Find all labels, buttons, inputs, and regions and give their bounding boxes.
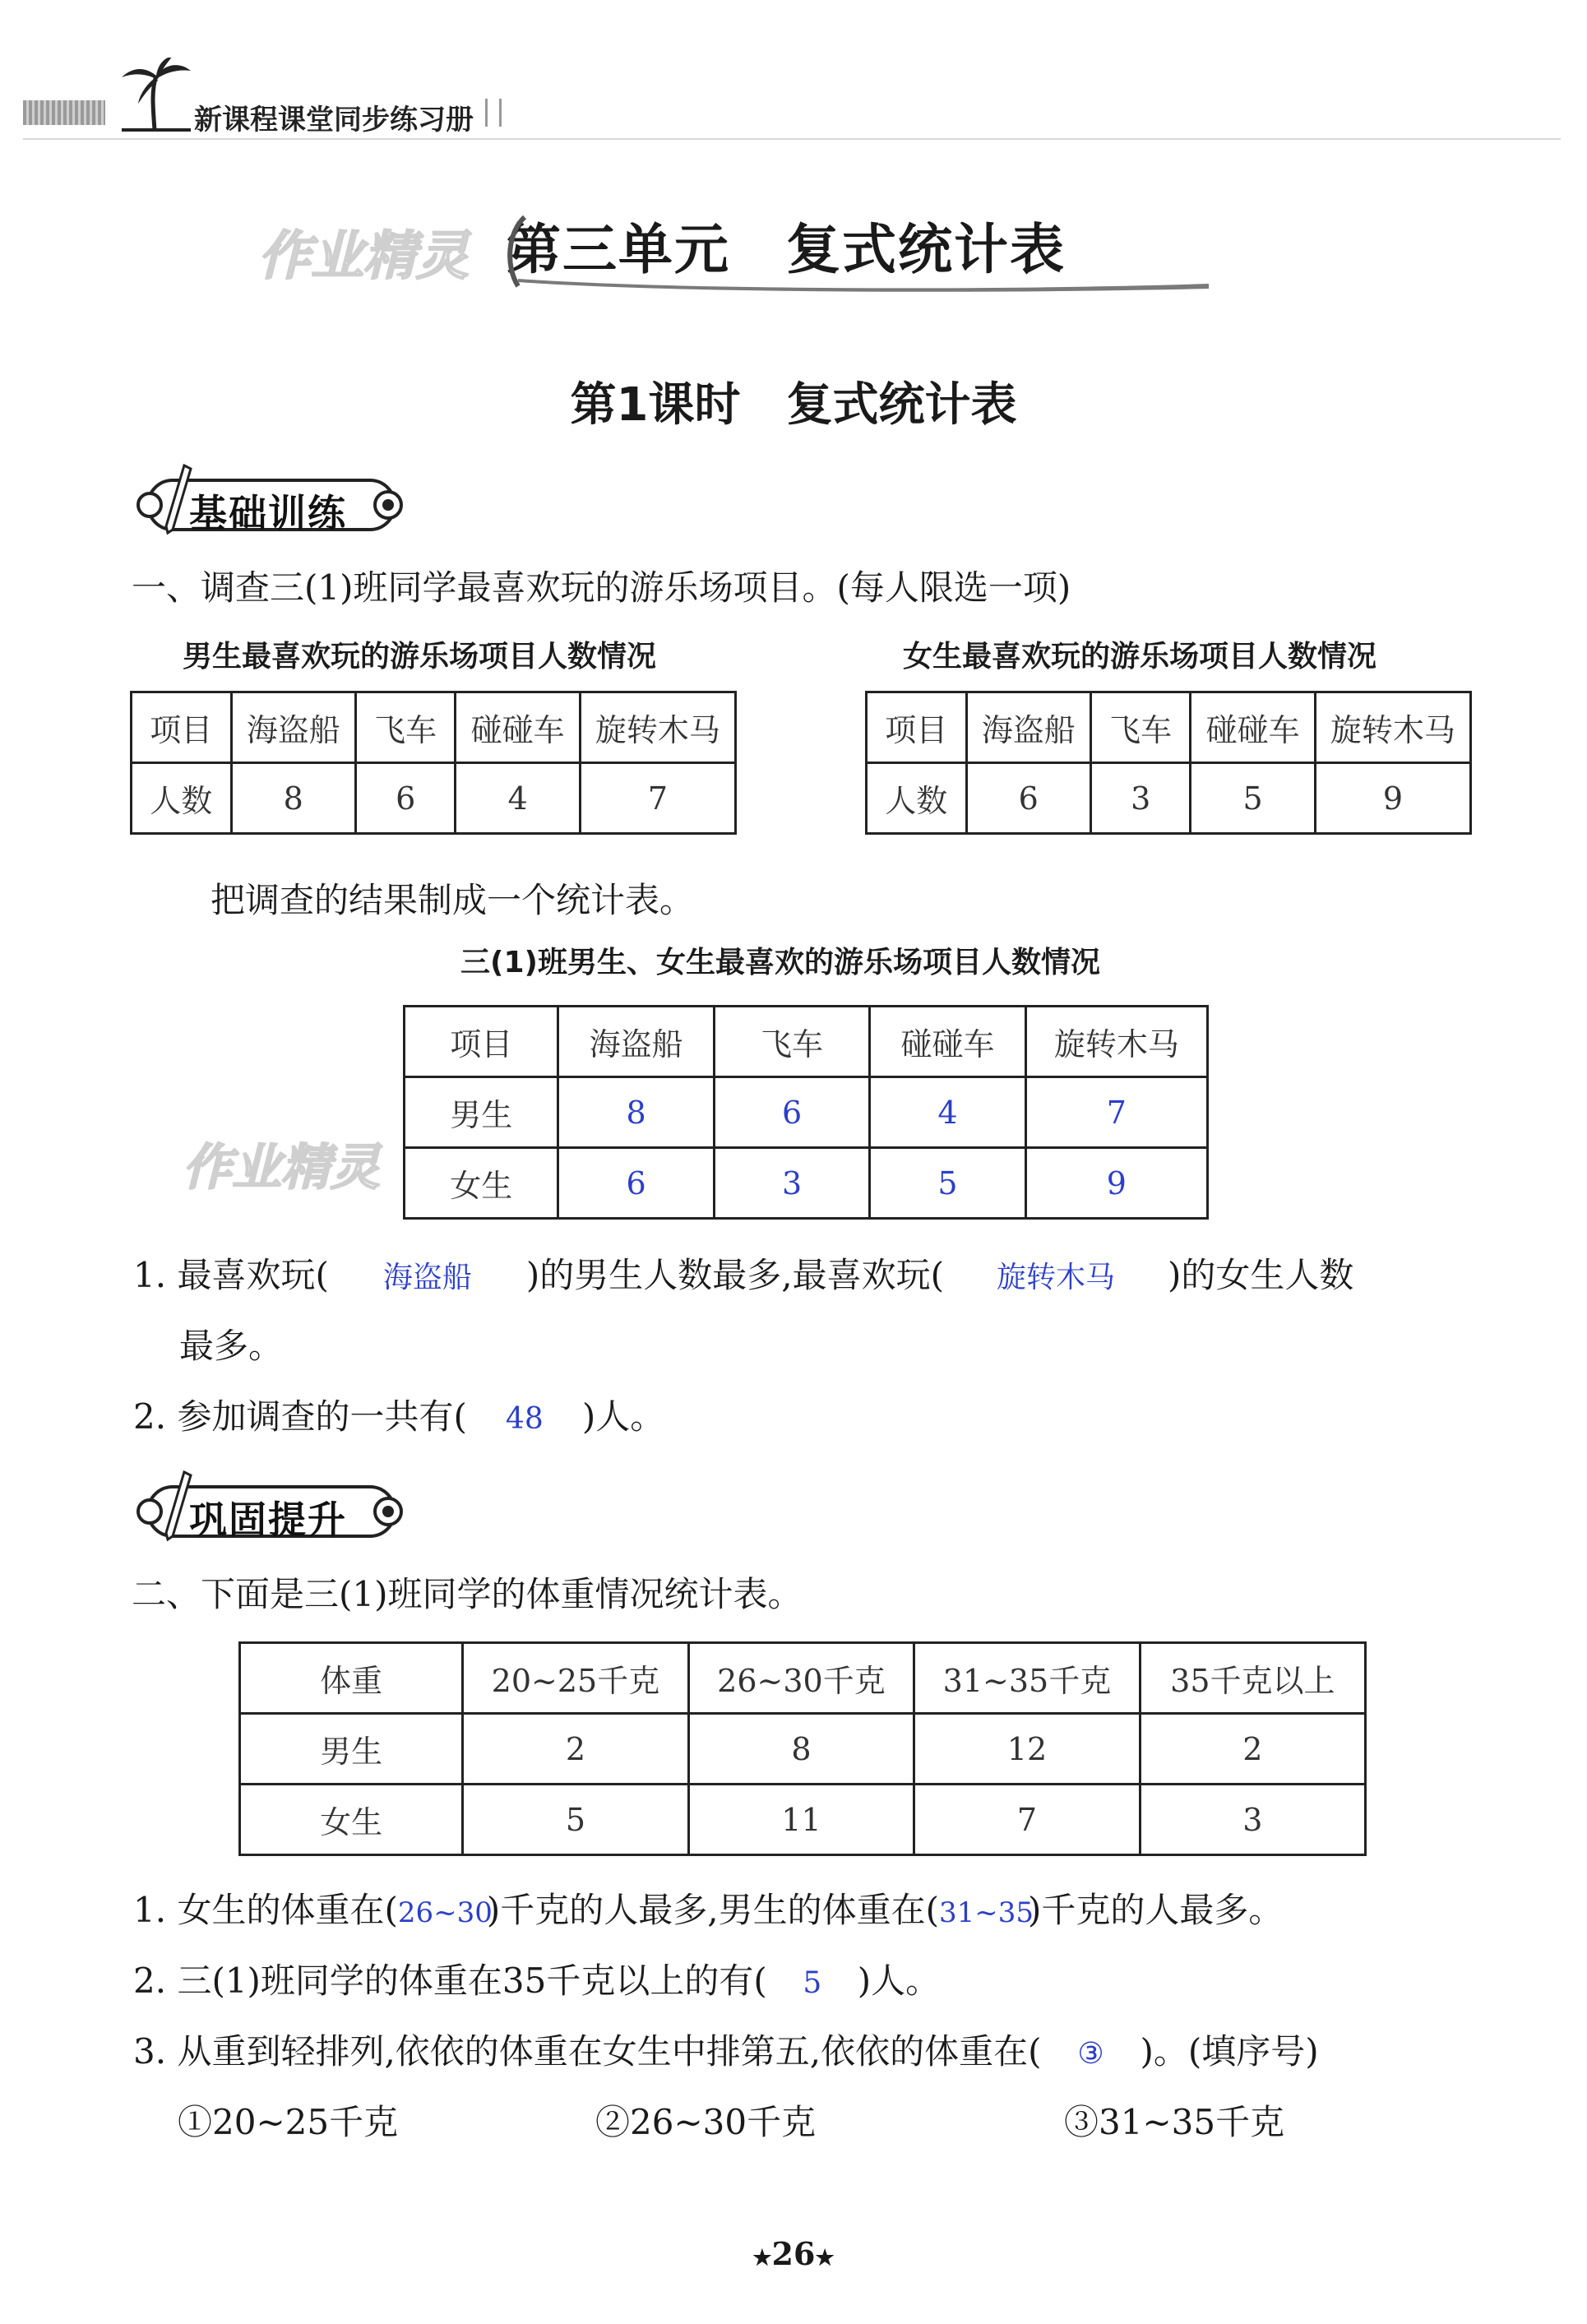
watermark: 作业精灵 bbox=[258, 226, 469, 287]
option-3: ③31~35千克 bbox=[1064, 2102, 1285, 2142]
value-cell: 5 bbox=[463, 1785, 689, 1855]
q-text: 参加调查的一共有( bbox=[177, 1396, 467, 1437]
combined-table bbox=[403, 1005, 1209, 1220]
value-cell: 7 bbox=[914, 1785, 1141, 1855]
header-divider bbox=[485, 99, 502, 127]
answer-cell: 7 bbox=[1025, 1077, 1207, 1148]
q-num: 2. bbox=[133, 1396, 167, 1437]
value-cell: 8 bbox=[688, 1714, 914, 1785]
answer-cell: 5 bbox=[870, 1148, 1025, 1219]
value-cell: 9 bbox=[1315, 763, 1470, 834]
value-cell: 11 bbox=[688, 1785, 914, 1855]
header-cell: 35千克以上 bbox=[1140, 1643, 1365, 1714]
header-cell: 碰碰车 bbox=[456, 692, 580, 763]
row-label: 男生 bbox=[405, 1077, 558, 1148]
header-cell: 海盗船 bbox=[231, 692, 355, 763]
option-2: ②26~30千克 bbox=[595, 2102, 817, 2142]
header-cell: 飞车 bbox=[714, 1007, 869, 1077]
q-num: 2. bbox=[133, 1961, 167, 2001]
tag-label: 巩固提升 bbox=[189, 1498, 347, 1542]
row-label: 女生 bbox=[405, 1148, 558, 1219]
q2-2 bbox=[133, 1954, 940, 2003]
value-cell: 6 bbox=[966, 763, 1090, 834]
star-icon: ★ bbox=[815, 2246, 835, 2271]
answer-blank[interactable]: 5 bbox=[803, 1966, 822, 2000]
answer-cell: 3 bbox=[714, 1148, 869, 1219]
page-number bbox=[0, 2235, 1587, 2272]
value-cell: 8 bbox=[231, 763, 355, 834]
q-num: 1. bbox=[133, 1255, 167, 1295]
row-label: 人数 bbox=[867, 763, 967, 834]
answer-blank[interactable]: 48 bbox=[505, 1402, 544, 1436]
header-cell: 海盗船 bbox=[558, 1007, 714, 1077]
header-cell: 项目 bbox=[405, 1007, 558, 1077]
girls-caption: 女生最喜欢玩的游乐场项目人数情况 bbox=[903, 640, 1377, 674]
watermark: 作业精灵 bbox=[183, 1139, 380, 1197]
value-cell: 3 bbox=[1140, 1785, 1365, 1855]
palm-tree-icon bbox=[115, 58, 193, 132]
q-text: 三(1)班同学的体重在35千克以上的有( bbox=[177, 1961, 767, 2001]
answer-blank[interactable]: 26~30 bbox=[397, 1896, 493, 1929]
header-cell: 飞车 bbox=[1090, 692, 1191, 763]
page-number-value: 26 bbox=[771, 2235, 816, 2272]
value-cell: 4 bbox=[456, 763, 580, 834]
title-bracket bbox=[503, 215, 528, 289]
girls-table bbox=[865, 691, 1472, 835]
answer-blank[interactable]: ③ bbox=[1077, 2037, 1104, 2071]
value-cell: 7 bbox=[580, 763, 735, 834]
option-1: ①20~25千克 bbox=[178, 2102, 399, 2142]
header-cell: 体重 bbox=[240, 1643, 463, 1714]
header-cell: 旋转木马 bbox=[580, 692, 735, 763]
value-cell: 5 bbox=[1191, 763, 1315, 834]
q-text: )的女生人数 bbox=[1167, 1255, 1354, 1295]
unit-title: 第三单元 复式统计表 bbox=[507, 218, 1066, 281]
header-cell: 飞车 bbox=[355, 692, 456, 763]
answer-blank[interactable]: 旋转木马 bbox=[996, 1261, 1115, 1294]
header-cell: 海盗船 bbox=[966, 692, 1090, 763]
tag-label: 基础训练 bbox=[189, 491, 347, 535]
q-num: 1. bbox=[133, 1890, 167, 1930]
book-title: 新课程课堂同步练习册 bbox=[194, 104, 474, 137]
q-text: )。(填序号) bbox=[1140, 2031, 1319, 2072]
q-text: 最喜欢玩( bbox=[177, 1255, 329, 1295]
q1-1-line2: 最多。 bbox=[179, 1326, 284, 1366]
value-cell: 2 bbox=[463, 1714, 689, 1785]
q-text: 女生的体重在( bbox=[177, 1890, 398, 1930]
header-cell: 26~30千克 bbox=[688, 1643, 914, 1714]
value-cell: 6 bbox=[355, 763, 456, 834]
instruction: 把调查的结果制成一个统计表。 bbox=[211, 880, 695, 920]
q2-1 bbox=[133, 1883, 1283, 1933]
row-label: 女生 bbox=[240, 1785, 463, 1855]
answer-blank[interactable]: 31~35 bbox=[938, 1896, 1034, 1929]
header-cell: 旋转木马 bbox=[1025, 1007, 1207, 1077]
header-cell: 31~35千克 bbox=[914, 1643, 1141, 1714]
value-cell: 2 bbox=[1140, 1714, 1365, 1785]
value-cell: 3 bbox=[1090, 763, 1191, 834]
boys-table bbox=[130, 691, 737, 835]
q-num: 3. bbox=[133, 2031, 167, 2072]
q1-1 bbox=[133, 1248, 1353, 1298]
answer-cell: 6 bbox=[558, 1148, 714, 1219]
section-tag-basic bbox=[132, 475, 419, 535]
q2-3 bbox=[133, 2025, 1319, 2074]
answer-cell: 9 bbox=[1025, 1148, 1207, 1219]
answer-blank[interactable]: 海盗船 bbox=[382, 1261, 472, 1294]
answer-cell: 6 bbox=[714, 1077, 869, 1148]
header-rule bbox=[23, 138, 1561, 140]
q-text: )千克的人最多,男生的体重在( bbox=[486, 1890, 939, 1930]
answer-cell: 8 bbox=[558, 1077, 714, 1148]
section-tag-advanced bbox=[132, 1482, 419, 1541]
boys-caption: 男生最喜欢玩的游乐场项目人数情况 bbox=[183, 640, 657, 674]
star-icon: ★ bbox=[752, 2246, 772, 2271]
q-text: )人。 bbox=[581, 1396, 665, 1437]
answer-cell: 4 bbox=[870, 1077, 1025, 1148]
header-cell: 碰碰车 bbox=[870, 1007, 1025, 1077]
lesson-title: 第1课时 复式统计表 bbox=[570, 378, 1017, 432]
header-decor-bar bbox=[23, 100, 105, 125]
header-cell: 碰碰车 bbox=[1191, 692, 1315, 763]
q2-intro: 二、下面是三(1)班同学的体重情况统计表。 bbox=[132, 1574, 803, 1614]
combined-caption: 三(1)班男生、女生最喜欢的游乐场项目人数情况 bbox=[460, 946, 1100, 979]
value-cell: 12 bbox=[914, 1714, 1141, 1785]
q-text: )千克的人最多。 bbox=[1027, 1890, 1284, 1930]
q-text: )的男生人数最多,最喜欢玩( bbox=[525, 1255, 944, 1295]
q1-intro: 一、调查三(1)班同学最喜欢玩的游乐场项目。(每人限选一项) bbox=[132, 567, 1071, 608]
title-swoosh bbox=[518, 275, 1209, 294]
row-label: 人数 bbox=[132, 763, 232, 834]
q-text: )人。 bbox=[857, 1961, 941, 2001]
row-label: 男生 bbox=[240, 1714, 463, 1785]
weight-table bbox=[238, 1641, 1367, 1856]
header-cell: 20~25千克 bbox=[463, 1643, 689, 1714]
header-cell: 旋转木马 bbox=[1315, 692, 1470, 763]
header-cell: 项目 bbox=[867, 692, 967, 763]
q1-2 bbox=[133, 1390, 664, 1439]
header-cell: 项目 bbox=[132, 692, 232, 763]
q-text: 从重到轻排列,依依的体重在女生中排第五,依依的体重在( bbox=[177, 2031, 1042, 2072]
